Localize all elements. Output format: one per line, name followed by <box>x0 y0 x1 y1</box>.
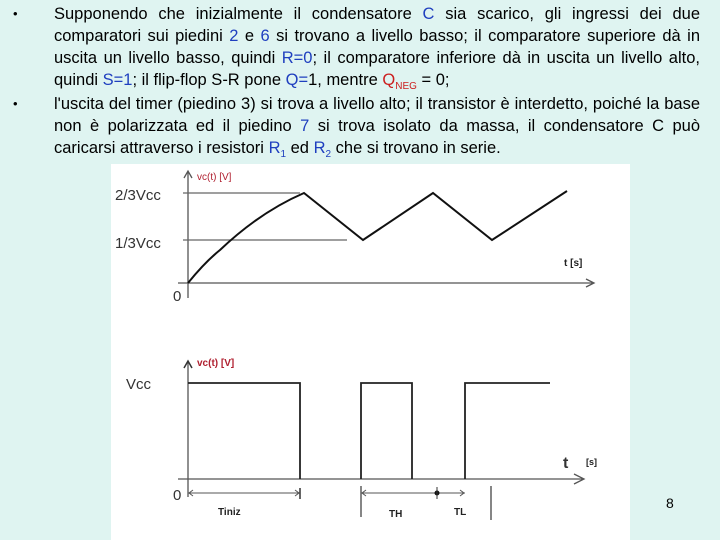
y-axis-label: vc(t) [V] <box>197 358 235 369</box>
text-segment: 1, mentre <box>308 71 383 89</box>
waveform-diagram <box>111 164 630 540</box>
x-axis-label: t [s] <box>564 258 583 269</box>
highlight-pin-7: 7 <box>300 117 310 135</box>
highlight-Qneg-sub: NEG <box>395 81 417 92</box>
highlight-R0: R=0 <box>281 49 313 67</box>
bottom-plot <box>126 358 597 520</box>
text-segment: si trova isolato da massa, il condensatore C può caricarsi attraverso i resistori <box>54 117 700 157</box>
x-axis-label: t <box>563 455 569 472</box>
bullet-marker: • <box>13 6 18 21</box>
text-segment: che si trovano in serie. <box>331 139 501 157</box>
page-number: 8 <box>666 495 674 511</box>
bullet-text-2 <box>54 93 700 159</box>
origin-label: 0 <box>173 487 182 504</box>
highlight-C: C <box>422 5 435 23</box>
highlight-R1: R <box>268 139 281 157</box>
text-segment: Supponendo che inizialmente il condensatore <box>54 5 423 23</box>
level-label-2-3-vcc: 2/3Vcc <box>115 187 161 204</box>
x-axis-unit: [s] <box>586 457 597 467</box>
text-segment: ; il flip-flop S-R pone <box>132 71 286 89</box>
highlight-R2: R <box>313 139 326 157</box>
interval-label-tiniz: Tiniz <box>218 507 241 518</box>
timer-waveform-figure <box>111 164 630 540</box>
highlight-R1-sub: 1 <box>280 149 287 160</box>
y-axis-label: vc(t) [V] <box>197 172 232 183</box>
text-segment: e <box>238 27 261 45</box>
text-segment: si trovano a livello basso; il comparatore superiore dà in uscita un livello basso, quindi <box>54 27 700 67</box>
bullet-text-1 <box>54 3 700 91</box>
level-label-vcc: Vcc <box>126 376 152 393</box>
interval-label-th: TH <box>389 509 403 520</box>
level-label-1-3-vcc: 1/3Vcc <box>115 235 161 252</box>
origin-label: 0 <box>173 288 182 305</box>
top-plot <box>115 171 594 305</box>
text-segment: sia scarico, gli ingressi dei due comparatori sui piedini <box>54 5 700 45</box>
interval-label-tl: TL <box>454 507 467 518</box>
text-segment: l'uscita del timer (piedino 3) si trova a livello alto; il transistor è interdetto, poiché la base non è polarizzata ed il piedino <box>54 95 700 135</box>
highlight-pin-2: 2 <box>229 27 239 45</box>
highlight-Q: Q= <box>285 71 309 89</box>
highlight-Qneg: Q <box>382 71 396 89</box>
text-segment: = 0; <box>416 71 450 89</box>
text-segment: ; il comparatore inferiore dà in uscita un livello alto, quindi <box>54 49 700 89</box>
highlight-pin-6: 6 <box>260 27 270 45</box>
highlight-R2-sub: 2 <box>325 149 332 160</box>
text-segment: ed <box>286 139 314 157</box>
highlight-S1: S=1 <box>102 71 133 89</box>
bullet-marker: • <box>13 96 18 111</box>
